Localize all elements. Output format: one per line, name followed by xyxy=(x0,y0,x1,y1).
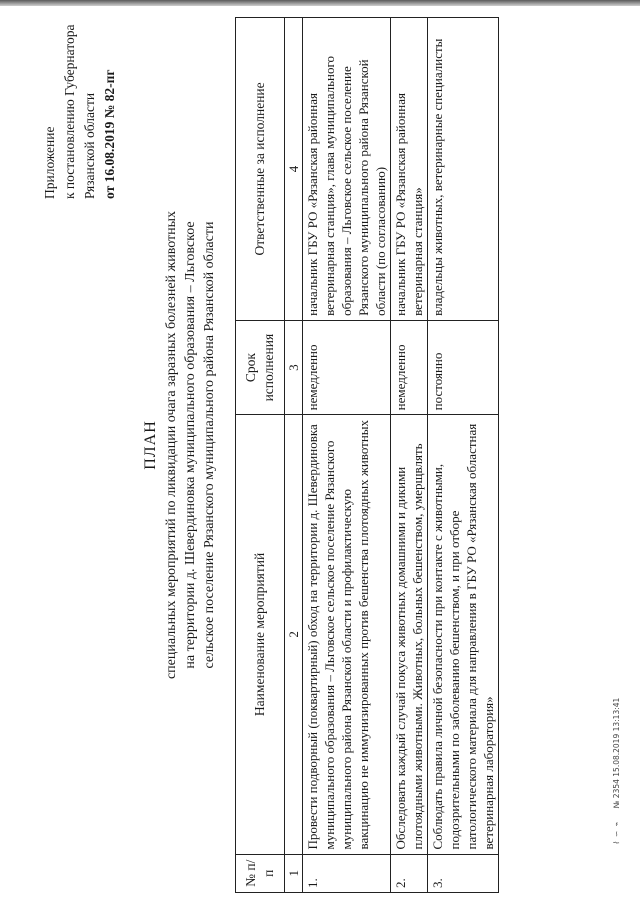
row-activity: Соблюдать правила личной безопасности при контакте с животными, подозрительными по заболеванию бешенством, и при отборе патологического материала для направления в ГБУ РО «Рязанская областная ветеринарная лаборатория» xyxy=(428,415,499,854)
registration-stamp xyxy=(612,698,621,845)
appendix-region: Рязанской области xyxy=(82,92,97,199)
document-title: ПЛАН xyxy=(142,420,159,470)
row-number: 1. xyxy=(303,854,391,892)
document-subtitle-1: специальных мероприятий по ликвидации очага заразных болезней животных xyxy=(164,210,179,680)
table-row xyxy=(303,18,391,893)
appendix-block xyxy=(40,24,120,199)
appendix-decree-prefix: к постановлению xyxy=(62,99,77,199)
document-heading xyxy=(140,135,219,755)
column-number-4: 4 xyxy=(285,18,303,321)
signature-scribble: ⌇ ∽ ⌁ xyxy=(612,820,621,845)
row-term: постоянно xyxy=(428,320,499,414)
plan-table xyxy=(235,17,499,893)
appendix-date-number: от 16.08.2019 № 82-пг xyxy=(102,69,117,199)
column-number-2: 2 xyxy=(285,415,303,854)
row-activity: Обследовать каждый случай покуса животных домашними и дикими плотоядными животными. Животных, больных бешенством, умерщвлять xyxy=(391,415,428,854)
row-number: 3. xyxy=(428,854,499,892)
row-activity: Провести подворный (поквартирный) обход на территории д. Шевердиновка муниципального образования – Льговское сельское поселение Рязанского муниципального района Рязанской области и профилактическую вакцинацию не иммунизированных против бешенства плотоядных животных xyxy=(303,415,391,854)
row-responsible: владельцы животных, ветеринарные специалисты xyxy=(428,18,499,321)
table-column-numbers-row xyxy=(285,18,303,893)
appendix-label: Приложение xyxy=(42,126,57,199)
appendix-decree-line xyxy=(60,24,80,199)
table-header-row xyxy=(236,18,285,893)
row-responsible: начальник ГБУ РО «Рязанская районная ветеринарная станция» xyxy=(391,18,428,321)
column-number-1: 1 xyxy=(285,854,303,892)
row-term: немедленно xyxy=(391,320,428,414)
column-number-3: 3 xyxy=(285,320,303,414)
document-subtitle-3: сельское поселение Рязанского муниципального района Рязанской области xyxy=(202,221,217,669)
row-number: 2. xyxy=(391,854,428,892)
row-term: немедленно xyxy=(303,320,391,414)
document-subtitle-2: на территории д. Шевердиновка муниципального образования – Льговское xyxy=(183,221,198,669)
row-responsible: начальник ГБУ РО «Рязанская районная ветеринарная станция», глава муниципального образования – Льговское сельское поселение Рязанского муниципального района Рязанской области (по согласованию) xyxy=(303,18,391,321)
header-responsible: Ответственные за исполнение xyxy=(236,18,285,321)
table-row xyxy=(428,18,499,893)
header-number: № п/п xyxy=(236,854,285,892)
table-row xyxy=(391,18,428,893)
header-term: Срок исполнения xyxy=(236,320,285,414)
appendix-governor: Губернатора xyxy=(62,24,77,96)
header-activity: Наименование мероприятий xyxy=(236,415,285,854)
registration-stamp-text: № 2354 15.08.2019 13:13:41 xyxy=(612,697,621,809)
